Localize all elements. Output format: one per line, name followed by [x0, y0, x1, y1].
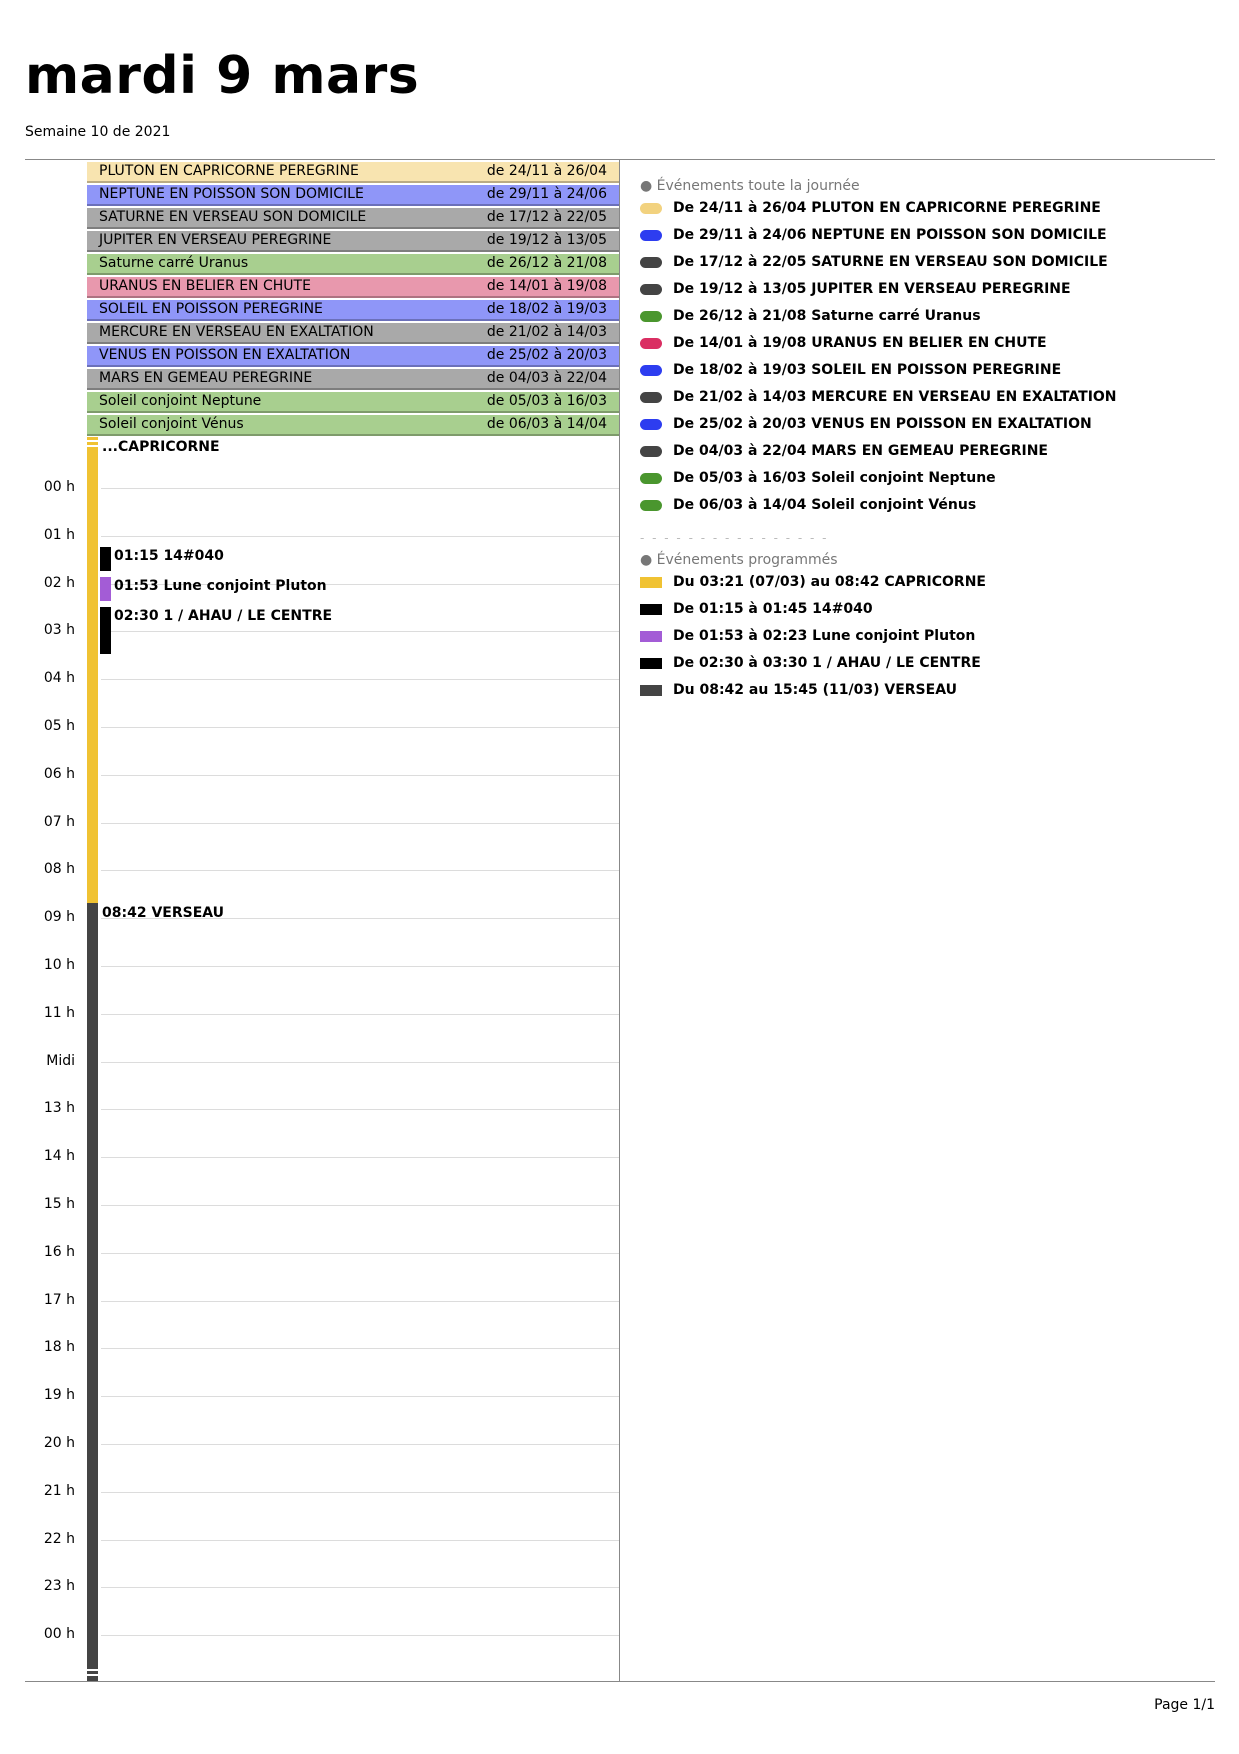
legend-item[interactable]: [640, 601, 1210, 628]
timed-event-label: 01:15 14#040: [114, 547, 224, 564]
allday-event-range: de 04/03 à 22/04: [486, 370, 607, 386]
legend-item-text: De 26/12 à 21/08 Saturne carré Uranus: [673, 308, 981, 324]
bottom-rule: [25, 1681, 1215, 1682]
color-pill-icon: [640, 311, 662, 322]
hour-label: 03 h: [43, 622, 75, 639]
allday-event-row[interactable]: [87, 415, 619, 436]
hour-gridline: [101, 870, 619, 871]
allday-event-name: Soleil conjoint Vénus: [99, 416, 244, 432]
allday-event-row[interactable]: [87, 185, 619, 206]
allday-event-name: Saturne carré Uranus: [99, 255, 249, 271]
top-rule: [25, 159, 1215, 160]
legend-item[interactable]: [640, 281, 1210, 308]
allday-event-range: de 29/11 à 24/06: [486, 186, 607, 202]
hour-gridline: [101, 1014, 619, 1015]
hour-gridline: [101, 1205, 619, 1206]
hour-gridline: [101, 1587, 619, 1588]
hour-gridline: [101, 1253, 619, 1254]
timed-event-bar[interactable]: [100, 547, 111, 571]
hour-label: 23 h: [43, 1578, 75, 1595]
legend-item-text: De 05/03 à 16/03 Soleil conjoint Neptune: [673, 470, 996, 486]
color-pill-icon: [640, 338, 662, 349]
hour-label: 05 h: [43, 718, 75, 734]
allday-event-row[interactable]: [87, 231, 619, 252]
legend-separator: - - - - - - - - - - - - - - - -: [640, 531, 829, 545]
color-pill-icon: [640, 230, 662, 241]
hour-label: 00 h: [43, 479, 75, 495]
page-number: Page 1/1: [1154, 1697, 1215, 1713]
legend-item[interactable]: [640, 227, 1210, 254]
allday-event-row[interactable]: [87, 254, 619, 275]
legend-item[interactable]: [640, 254, 1210, 281]
legend-item[interactable]: [640, 443, 1210, 470]
legend-item-text: De 06/03 à 14/04 Soleil conjoint Vénus: [673, 497, 977, 513]
allday-event-range: de 14/01 à 19/08: [486, 278, 607, 294]
hour-label: 20 h: [43, 1435, 75, 1451]
hour-label: 11 h: [43, 1004, 75, 1021]
legend-item[interactable]: [640, 200, 1210, 227]
hour-label: 14 h: [43, 1148, 75, 1165]
legend-item-text: Du 03:21 (07/03) au 08:42 CAPRICORNE: [673, 574, 986, 590]
hour-label: 09 h: [43, 909, 75, 926]
allday-events-band: [87, 162, 619, 438]
legend-item[interactable]: [640, 308, 1210, 335]
legend-item-text: De 24/11 à 26/04 PLUTON EN CAPRICORNE PEREGRINE: [673, 200, 1101, 216]
hour-gridline: [101, 1062, 619, 1063]
timed-event-bar[interactable]: [100, 577, 111, 601]
hour-gridline: [101, 1157, 619, 1158]
hour-gridline: [101, 1109, 619, 1110]
week-subtitle: Semaine 10 de 2021: [25, 124, 171, 140]
continuation-mark: [87, 1669, 98, 1671]
legend-item[interactable]: [640, 682, 1210, 709]
allday-event-range: de 24/11 à 26/04: [486, 163, 607, 179]
hour-label: 04 h: [43, 670, 75, 687]
timed-event-bar[interactable]: [100, 607, 111, 655]
legend-panel: [640, 178, 1210, 709]
allday-event-range: de 05/03 à 16/03: [486, 393, 607, 409]
legend-item[interactable]: [640, 362, 1210, 389]
allday-event-range: de 21/02 à 14/03: [486, 324, 607, 340]
legend-item-text: De 19/12 à 13/05 JUPITER EN VERSEAU PEREGRINE: [673, 281, 1071, 297]
legend-allday-heading: ● Événements toute la journée: [640, 178, 860, 194]
hour-label: 15 h: [43, 1196, 75, 1212]
hour-gridline: [101, 1540, 619, 1541]
allday-event-range: de 18/02 à 19/03: [486, 301, 607, 317]
hour-label: 08 h: [43, 861, 75, 878]
allday-event-row[interactable]: [87, 208, 619, 229]
allday-event-name: VENUS EN POISSON EN EXALTATION: [99, 347, 351, 363]
sign-band-label: 08:42 VERSEAU: [102, 904, 225, 921]
color-pill-icon: [640, 446, 662, 457]
allday-event-range: de 25/02 à 20/03: [486, 347, 607, 363]
allday-event-name: NEPTUNE EN POISSON SON DOMICILE: [99, 186, 364, 202]
timed-event-label: 02:30 1 / AHAU / LE CENTRE: [114, 607, 333, 624]
color-square-icon: [640, 685, 662, 696]
hour-gridline: [101, 1444, 619, 1445]
legend-item[interactable]: [640, 470, 1210, 497]
color-pill-icon: [640, 473, 662, 484]
hour-label: 13 h: [43, 1100, 75, 1117]
allday-event-row[interactable]: [87, 323, 619, 344]
color-pill-icon: [640, 500, 662, 511]
allday-event-name: JUPITER EN VERSEAU PEREGRINE: [99, 232, 332, 248]
hour-label: 19 h: [43, 1387, 75, 1404]
hour-gridline: [101, 727, 619, 728]
sign-band-label: ...CAPRICORNE: [102, 439, 220, 455]
hour-gridline: [101, 1396, 619, 1397]
color-pill-icon: [640, 257, 662, 268]
allday-event-name: MARS EN GEMEAU PEREGRINE: [99, 370, 313, 386]
color-pill-icon: [640, 365, 662, 376]
hour-label: 02 h: [43, 574, 75, 591]
hour-label: 00 h: [43, 1626, 75, 1643]
allday-event-row[interactable]: [87, 392, 619, 413]
allday-event-row[interactable]: [87, 346, 619, 367]
continuation-mark: [87, 1674, 98, 1676]
legend-item-text: De 01:15 à 01:45 14#040: [673, 601, 873, 617]
color-pill-icon: [640, 419, 662, 430]
hour-gridline: [101, 1301, 619, 1302]
allday-event-range: de 17/12 à 22/05: [486, 209, 607, 225]
hour-label: 17 h: [43, 1291, 75, 1308]
allday-event-name: Soleil conjoint Neptune: [99, 393, 262, 409]
hour-label: 21 h: [43, 1482, 75, 1499]
hour-gridline: [101, 488, 619, 489]
allday-event-row[interactable]: [87, 162, 619, 183]
allday-event-name: SATURNE EN VERSEAU SON DOMICILE: [99, 209, 367, 225]
legend-item[interactable]: [640, 655, 1210, 682]
color-pill-icon: [640, 284, 662, 295]
continuation-mark: [87, 445, 98, 447]
hour-label: 01 h: [43, 526, 75, 543]
hour-label: 07 h: [43, 813, 75, 830]
allday-event-row[interactable]: [87, 369, 619, 390]
hour-gridline: [101, 1492, 619, 1493]
hour-label: 16 h: [43, 1243, 75, 1260]
color-pill-icon: [640, 392, 662, 403]
allday-event-row[interactable]: [87, 300, 619, 321]
legend-item-text: De 29/11 à 24/06 NEPTUNE EN POISSON SON DOMICILE: [673, 227, 1107, 243]
sign-band[interactable]: [87, 903, 98, 1681]
sign-band[interactable]: [87, 437, 98, 903]
allday-event-range: de 26/12 à 21/08: [486, 255, 607, 271]
hour-gridline: [101, 1348, 619, 1349]
legend-item[interactable]: [640, 497, 1210, 524]
hour-label: 10 h: [43, 957, 75, 973]
hour-label: 06 h: [43, 765, 75, 782]
legend-item-text: De 25/02 à 20/03 VENUS EN POISSON EN EXALTATION: [673, 416, 1092, 432]
legend-item-text: De 02:30 à 03:30 1 / AHAU / LE CENTRE: [673, 655, 981, 671]
allday-event-name: MERCURE EN VERSEAU EN EXALTATION: [99, 324, 374, 340]
color-square-icon: [640, 604, 662, 615]
allday-event-name: URANUS EN BELIER EN CHUTE: [99, 278, 311, 294]
page-title: mardi 9 mars: [25, 46, 420, 106]
hour-gridline: [101, 1635, 619, 1636]
legend-item-text: Du 08:42 au 15:45 (11/03) VERSEAU: [673, 682, 957, 698]
allday-event-range: de 19/12 à 13/05: [486, 232, 607, 248]
hour-gridline: [101, 823, 619, 824]
allday-event-name: SOLEIL EN POISSON PEREGRINE: [99, 301, 323, 317]
legend-item-text: De 04/03 à 22/04 MARS EN GEMEAU PEREGRINE: [673, 443, 1048, 459]
legend-item-text: De 14/01 à 19/08 URANUS EN BELIER EN CHUTE: [673, 335, 1047, 351]
legend-item[interactable]: [640, 628, 1210, 655]
legend-item-text: De 17/12 à 22/05 SATURNE EN VERSEAU SON DOMICILE: [673, 254, 1108, 270]
allday-event-row[interactable]: [87, 277, 619, 298]
legend-allday-list: [640, 200, 1210, 524]
allday-event-name: PLUTON EN CAPRICORNE PEREGRINE: [99, 163, 359, 179]
legend-item[interactable]: [640, 335, 1210, 362]
hour-label: 22 h: [43, 1530, 75, 1547]
legend-item[interactable]: [640, 389, 1210, 416]
legend-item-text: De 18/02 à 19/03 SOLEIL EN POISSON PEREGRINE: [673, 362, 1062, 378]
color-square-icon: [640, 631, 662, 642]
legend-scheduled-heading: ● Événements programmés: [640, 552, 838, 568]
hour-gridline: [101, 536, 619, 537]
legend-item[interactable]: [640, 574, 1210, 601]
hour-label: 18 h: [43, 1339, 75, 1356]
color-square-icon: [640, 577, 662, 588]
legend-item-text: De 21/02 à 14/03 MERCURE EN VERSEAU EN EXALTATION: [673, 389, 1117, 405]
legend-item[interactable]: [640, 416, 1210, 443]
hour-gridline: [101, 631, 619, 632]
day-time-grid: [25, 437, 619, 1681]
hour-gridline: [101, 679, 619, 680]
hour-gridline: [101, 966, 619, 967]
continuation-mark: [87, 440, 98, 442]
hour-label: Midi: [46, 1052, 75, 1069]
timed-event-label: 01:53 Lune conjoint Pluton: [114, 578, 327, 595]
color-pill-icon: [640, 203, 662, 214]
column-divider: [619, 160, 620, 1681]
hour-gridline: [101, 775, 619, 776]
legend-scheduled-list: [640, 574, 1210, 709]
allday-event-range: de 06/03 à 14/04: [486, 416, 607, 432]
legend-item-text: De 01:53 à 02:23 Lune conjoint Pluton: [673, 628, 976, 644]
color-square-icon: [640, 658, 662, 669]
